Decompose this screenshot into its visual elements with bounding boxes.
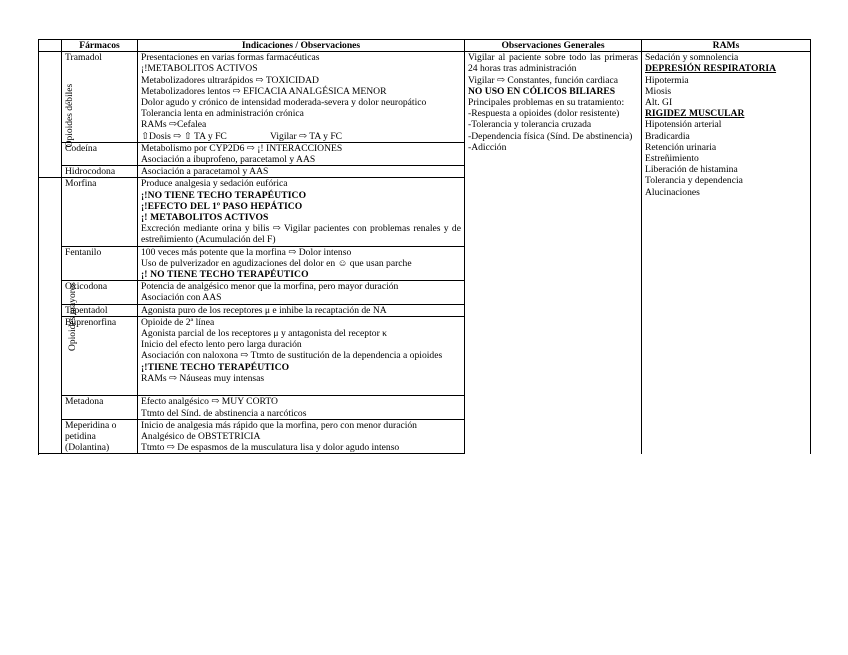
header-observaciones: Observaciones Generales xyxy=(465,40,642,52)
general-observations-cell: Vigilar al paciente sobre todo las primeras 24 horas tras administración Vigilar ⇨ Constantes, función cardiaca NO USO EN CÓLICOS BILIARES Principales problemas en su tratamiento: -Respuesta a opioides (dolor resistente) -Tolerancia y tolerancia cruzada -Dependencia física (Sínd. De abstinencia) -Adicción xyxy=(465,52,642,454)
drug-hidrocodona: Hidrocodona xyxy=(62,166,138,178)
indications-fentanilo: 100 veces más potente que la morfina ⇨ Dolor intenso Uso de pulverizador en agudizaciones del dolor en ☺ que usan parche ¡! NO TIENE TECHO TERAPÉUTICO xyxy=(138,246,465,281)
indications-oxicodona: Potencia de analgésico menor que la morfina, pero mayor duración Asociación con AAS xyxy=(138,281,465,304)
header-rams: RAMs xyxy=(642,40,811,52)
indications-buprenorfina: Opioide de 2ª línea Agonista parcial de los receptores μ y antagonista del receptor κ Inicio del efecto lento pero larga duración Asociación con naloxona ⇨ Ttmto de sustitución de la dependencia a opioides ¡!TIENE TECHO TERAPÉUTICO RAMs ⇨ Náuseas muy intensas xyxy=(138,316,465,395)
indications-tapentadol: Agonista puro de los receptores μ e inhibe la recaptación de NA xyxy=(138,304,465,316)
drug-codeina: Codeína xyxy=(62,142,138,165)
drug-meperidina: Meperidina o petidina (Dolantina) xyxy=(62,419,138,454)
indications-codeina: Metabolismo por CYP2D6 ⇨ ¡! INTERACCIONES Asociación a ibuprofeno, paracetamol y AAS xyxy=(138,142,465,165)
drug-tramadol: Tramadol xyxy=(62,52,138,143)
vigilar-tramadol: Vigilar ⇨ TA y FC xyxy=(270,130,343,142)
drug-morfina: Morfina xyxy=(62,178,138,246)
indications-morfina: Produce analgesia y sedación eufórica ¡!NO TIENE TECHO TERAPÉUTICO ¡!EFECTO DEL 1º PASO HEPÁTICO ¡! METABOLITOS ACTIVOS Excreción mediante orina y bilis ⇨ Vigilar pacientes con problemas renales y de estreñimiento (Acumulación del F) xyxy=(138,178,465,246)
drug-tapentadol: Tapentadol xyxy=(62,304,138,316)
opioids-table xyxy=(38,39,811,454)
drug-buprenorfina: Buprenorfina xyxy=(62,316,138,395)
header-farmacos: Fármacos xyxy=(62,40,138,52)
drug-metadona: Metadona xyxy=(62,396,138,419)
header-indicaciones: Indicaciones / Observaciones xyxy=(138,40,465,52)
table-row xyxy=(39,52,811,143)
rams-cell: Sedación y somnolencia DEPRESIÓN RESPIRATORIA Hipotermia Miosis Alt. GI RIGIDEZ MUSCULAR Hipotensión arterial Bradicardia Retención urinaria Estreñimiento Liberación de histamina Tolerancia y dependencia Alucinaciones xyxy=(642,52,811,454)
indications-tramadol: Presentaciones en varias formas farmacéuticas ¡!METABOLITOS ACTIVOS Metabolizadores ultrarápidos ⇨ TOXICIDAD Metabolizadores lentos ⇨ EFICACIA ANALGÉSICA MENOR Dolor agudo y crónico de intensidad moderada-severa y dolor neuropático Tolerancia lenta en administración crónica RAMs ⇨Cefalea ⇧Dosis ⇨ ⇧ TA y FC Vigilar ⇨ TA y FC xyxy=(138,52,465,143)
indications-metadona: Efecto analgésico ⇨ MUY CORTO Ttmto del Sínd. de abstinencia a narcóticos xyxy=(138,396,465,419)
group-opioides-mayores: Opioides mayores xyxy=(39,178,62,454)
drug-oxicodona: Oxicodona xyxy=(62,281,138,304)
header-row xyxy=(39,40,811,52)
corner-cell xyxy=(39,40,62,52)
indications-hidrocodona: Asociación a paracetamol y AAS xyxy=(138,166,465,178)
indications-meperidina: Inicio de analgesia más rápido que la morfina, pero con menor duración Analgésico de OBSTETRICIA Ttmto ⇨ De espasmos de la musculatura lisa y dolor agudo intenso xyxy=(138,419,465,454)
group-opioides-debiles: Opioides débiles xyxy=(39,52,62,178)
drug-fentanilo: Fentanilo xyxy=(62,246,138,281)
